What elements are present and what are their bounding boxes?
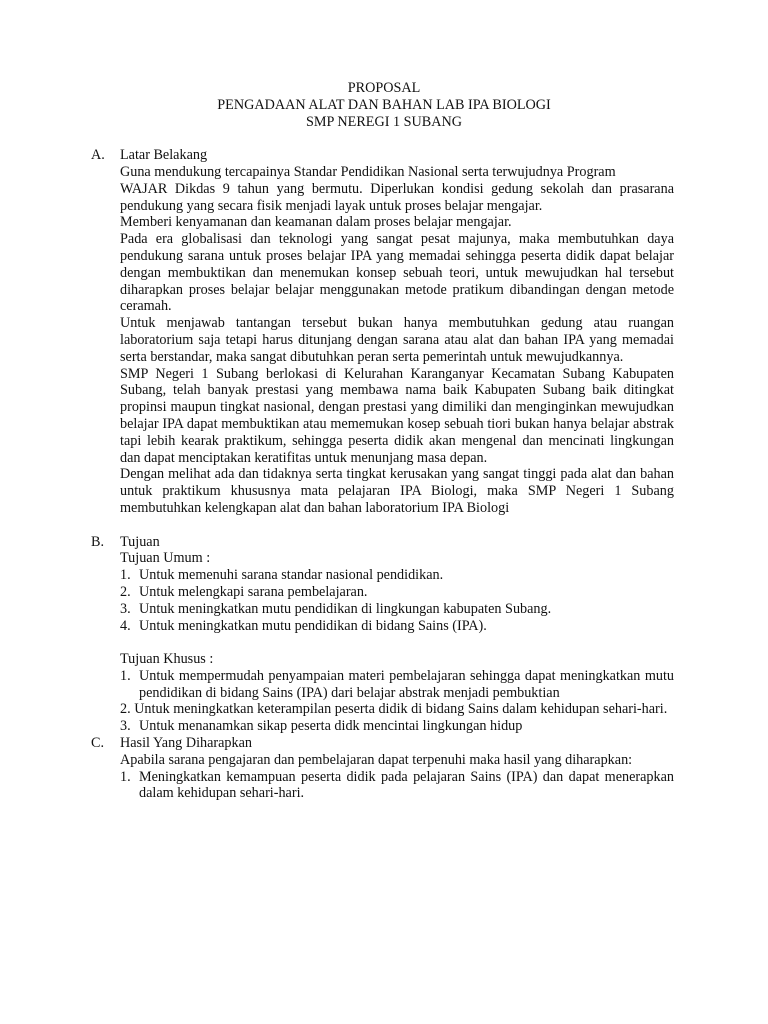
section-hasil-yang-diharapkan	[91, 735, 674, 802]
list-item: 4. Untuk meningkatkan mutu pendidikan di bidang Sains (IPA).	[120, 617, 487, 634]
section-latar-belakang	[91, 147, 674, 517]
title-line-school: SMP NEREGI 1 SUBANG	[306, 113, 462, 130]
section-letter-a: A.	[91, 147, 105, 164]
section-heading-hasil: Hasil Yang Diharapkan	[120, 735, 253, 752]
list-item: 1. Untuk mempermudah penyampaian materi pembelajaran sehingga dapat meningkatkan mutu pendidikan di bidang Sains (IPA) dari belajar abstrak menjadi pembuktian	[120, 667, 674, 701]
subheading-tujuan-umum: Tujuan Umum :	[120, 550, 211, 567]
section-letter-b: B.	[91, 533, 105, 550]
title-line-proposal: PROPOSAL	[347, 80, 421, 96]
paragraph-hasil-intro: Apabila sarana pengajaran dan pembelajaran dapat terpenuhi maka hasil yang diharapkan:	[120, 751, 633, 768]
list-item: 3. Untuk meningkatkan mutu pendidikan di lingkungan kabupaten Subang.	[120, 600, 552, 617]
title-line-subject: PENGADAAN ALAT DAN BAHAN LAB IPA BIOLOGI	[217, 96, 551, 113]
list-item: 2. Untuk melengkapi sarana pembelajaran.	[120, 583, 368, 600]
section-heading-latar-belakang: Latar Belakang	[120, 147, 208, 164]
paragraph-wajar-dikdas: WAJAR Dikdas 9 tahun yang bermutu. Diperlukan kondisi gedung sekolah dan prasarana pendukung yang secara fisik menjadi layak untuk proses belajar mengajar.	[120, 180, 674, 214]
paragraph-intro-line: Guna mendukung tercapainya Standar Pendidikan Nasional serta terwujudnya Program	[120, 163, 616, 180]
paragraph-era-globalisasi: Pada era globalisasi dan teknologi yang sangat pesat majunya, maka membutuhkan daya pendukung sarana untuk proses belajar IPA yang memadai sehingga peserta didik dapat belajar dengan membuktikan dan menemukan konsep sebuah teori, untuk mewujudkan hal tersebut diharapkan proses belajar belajar menggunakan metode pratikum dibandingan dengan metode ceramah.	[120, 231, 674, 315]
section-tujuan	[91, 533, 674, 736]
list-item: 3. Untuk menanamkan sikap peserta didk mencintai lingkungan hidup	[120, 718, 523, 735]
list-item: 1. Meningkatkan kemampuan peserta didik pada pelajaran Sains (IPA) dan dapat menerapkan dalam kehidupan sehari-hari.	[120, 768, 674, 802]
list-item: 1. Untuk memenuhi sarana standar nasional pendidikan.	[120, 567, 444, 584]
list-item: 2. Untuk meningkatkan keterampilan peserta didik di bidang Sains dalam kehidupan sehari-hari.	[120, 701, 668, 718]
section-heading-tujuan: Tujuan	[120, 533, 160, 550]
paragraph-kenyamanan: Memberi kenyamanan dan keamanan dalam proses belajar mengajar.	[120, 214, 512, 231]
paragraph-tantangan: Untuk menjawab tantangan tersebut bukan hanya membutuhkan gedung atau ruangan laboratorium saja tetapi harus ditunjang dengan sarana atau alat dan bahan IPA yang memadai serta berstandar, maka sangat dibutuhkan peran serta pemerintah untuk mewujudkannya.	[120, 315, 674, 365]
section-letter-c: C.	[91, 735, 105, 752]
paragraph-kerusakan-alat: Dengan melihat ada dan tidaknya serta tingkat kerusakan yang sangat tinggi pada alat dan bahan untuk praktikum khususnya mata pelajaran IPA Biologi, maka SMP Negeri 1 Subang membutuhkan kelengkapan alat dan bahan laboratorium IPA Biologi	[120, 466, 674, 516]
subheading-tujuan-khusus: Tujuan Khusus :	[120, 651, 214, 668]
paragraph-lokasi-sekolah: SMP Negeri 1 Subang berlokasi di Kelurahan Karanganyar Kecamatan Subang Kabupaten Subang, telah banyak prestasi yang membawa nama baik Kabupaten Subang baik ditingkat propinsi maupun tingkat nasional, dengan prestasi yang dimiliki dan menginginkan mewujudkan belajar IPA dapat membuktikan atau mememukan kosep sebuah tiori bukan hanya belajar abstrak tapi lebih kearak praktikum, sehingga peserta didik akan mengenal dan mencinati lingkungan dan dapat menciptakan keratifitas untuk menunjang masa depan.	[120, 365, 674, 466]
document-title	[0, 80, 768, 130]
